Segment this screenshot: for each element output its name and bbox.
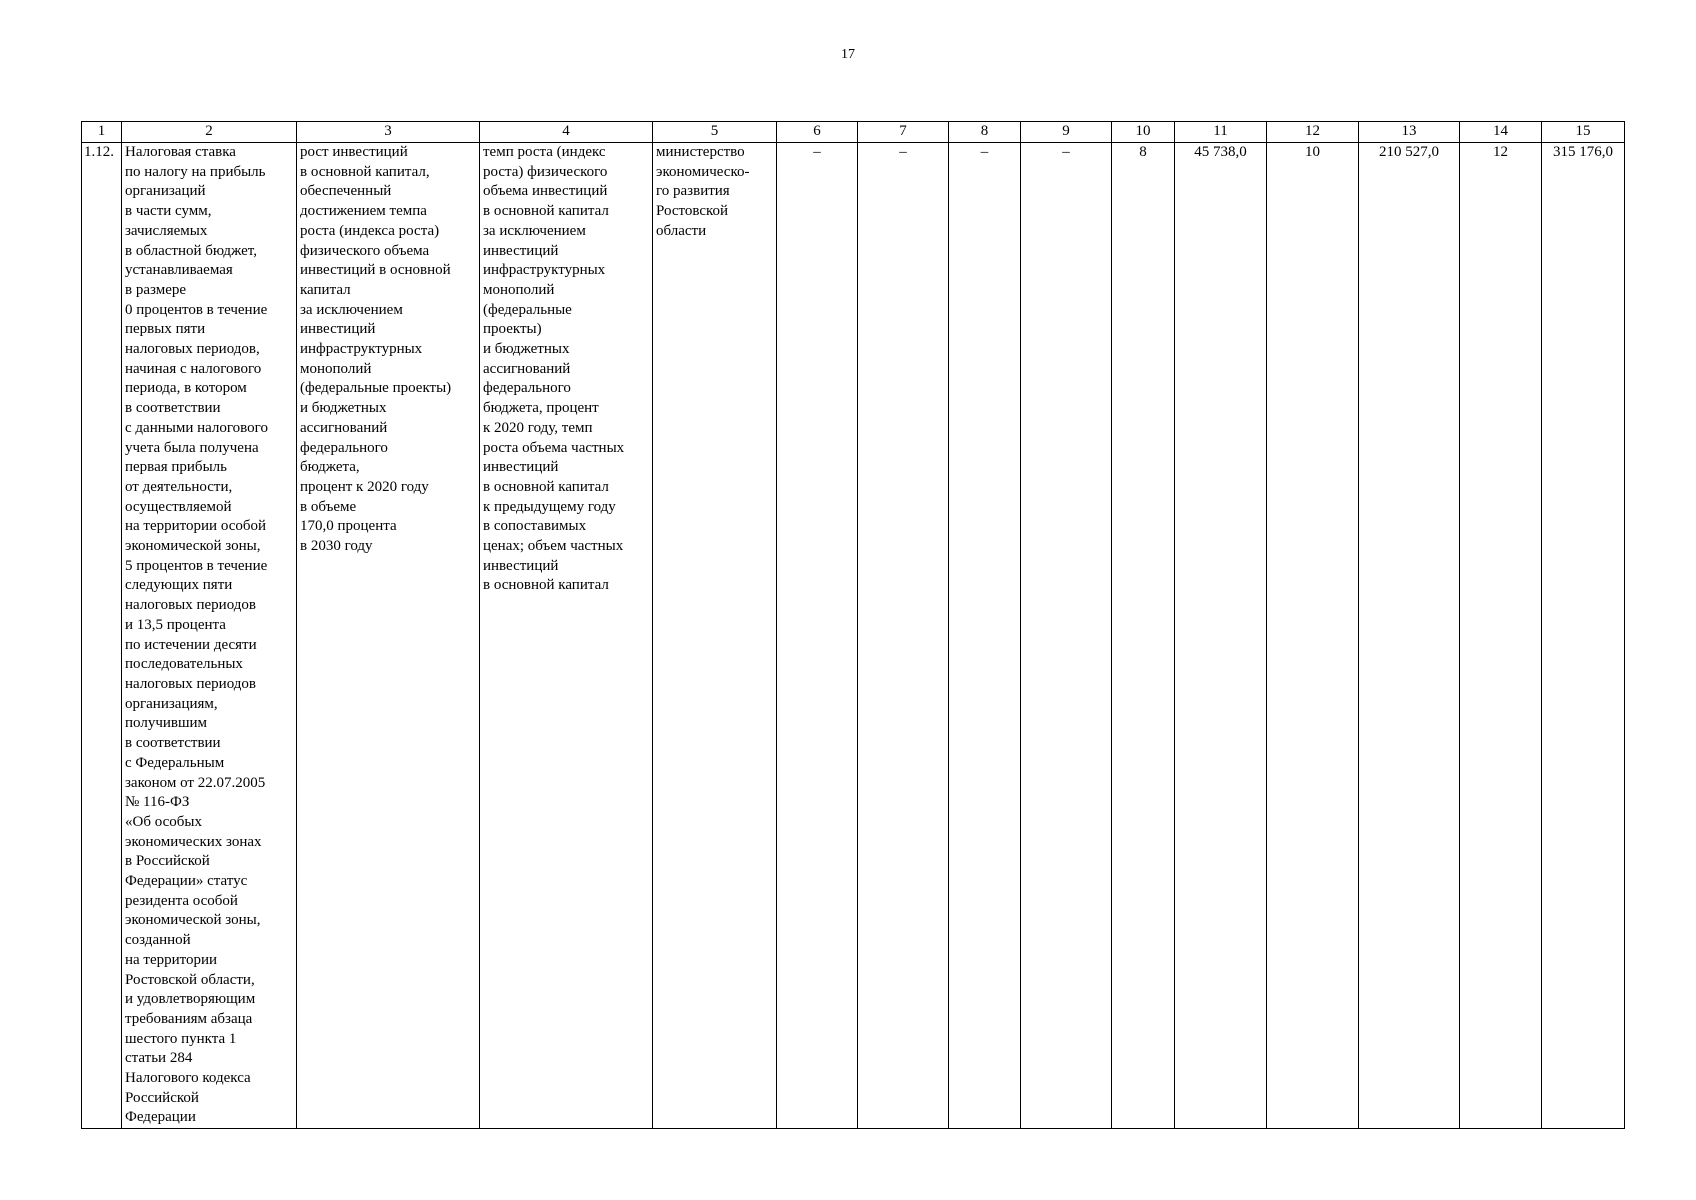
text-line: законом от 22.07.2005 bbox=[125, 774, 266, 791]
header-cell-5: 5 bbox=[653, 122, 777, 143]
indicator-cell bbox=[480, 143, 653, 1129]
text-line: устанавливаемая bbox=[125, 262, 233, 279]
text-line: первых пяти bbox=[125, 321, 206, 338]
text-line: роста объема частных bbox=[483, 439, 625, 456]
header-cell-10: 10 bbox=[1112, 122, 1175, 143]
text-line: инвестиций в основной bbox=[300, 262, 451, 279]
text-line: в основной капитал bbox=[483, 478, 609, 495]
text-line: в 2030 году bbox=[300, 538, 373, 555]
text-line: периода, в котором bbox=[125, 380, 247, 397]
header-cell-1: 1 bbox=[82, 122, 122, 143]
curator-cell bbox=[653, 143, 777, 1129]
text-line: инвестиций bbox=[483, 459, 559, 476]
text-line: и бюджетных bbox=[300, 400, 387, 417]
indicators-table bbox=[81, 121, 1625, 1129]
header-cell-2: 2 bbox=[122, 122, 297, 143]
value-cell-6: – bbox=[777, 143, 858, 1129]
text-line: «Об особых bbox=[125, 813, 202, 830]
text-line: инвестиций bbox=[483, 557, 559, 574]
text-line: на территории особой bbox=[125, 518, 267, 535]
header-cell-6: 6 bbox=[777, 122, 858, 143]
text-line: инвестиций bbox=[300, 321, 376, 338]
text-line: инфраструктурных bbox=[483, 262, 606, 279]
text-line: инфраструктурных bbox=[300, 341, 423, 358]
text-line: резидента особой bbox=[125, 892, 238, 909]
text-line: за исключением bbox=[483, 222, 586, 239]
text-line: на территории bbox=[125, 951, 218, 968]
text-line: осуществляемой bbox=[125, 498, 232, 515]
text-line: монополий bbox=[300, 360, 372, 377]
text-line: налоговых периодов, bbox=[125, 341, 260, 358]
table-row bbox=[82, 143, 1625, 1129]
header-cell-3: 3 bbox=[297, 122, 480, 143]
text-line: следующих пяти bbox=[125, 577, 233, 594]
text-line: федерального bbox=[483, 380, 571, 397]
text-line: в областной бюджет, bbox=[125, 242, 257, 259]
text-line: 5 процентов в течение bbox=[125, 557, 268, 574]
text-line: роста) физического bbox=[483, 163, 608, 180]
header-cell-4: 4 bbox=[480, 122, 653, 143]
text-line: капитал bbox=[300, 281, 351, 298]
value-cell-15: 315 176,0 bbox=[1542, 143, 1625, 1129]
text-line: экономической зоны, bbox=[125, 912, 261, 929]
page-number: 17 bbox=[841, 47, 855, 62]
text-line: достижением темпа bbox=[300, 203, 427, 220]
text-line: начиная с налогового bbox=[125, 360, 262, 377]
header-cell-8: 8 bbox=[949, 122, 1021, 143]
text-line: организаций bbox=[125, 183, 206, 200]
header-cell-13: 13 bbox=[1359, 122, 1460, 143]
text-line: экономических зонах bbox=[125, 833, 262, 850]
text-line: в основной капитал, bbox=[300, 163, 430, 180]
text-line: роста (индекса роста) bbox=[300, 222, 440, 239]
text-line: объема инвестиций bbox=[483, 183, 608, 200]
text-line: от деятельности, bbox=[125, 478, 233, 495]
text-line: налоговых периодов bbox=[125, 675, 256, 692]
value-cell-12: 10 bbox=[1267, 143, 1359, 1129]
text-line: в соответствии bbox=[125, 735, 221, 752]
text-line: статьи 284 bbox=[125, 1050, 193, 1067]
text-line: последовательных bbox=[125, 656, 243, 673]
text-line: первая прибыль bbox=[125, 459, 227, 476]
text-line: (федеральные проекты) bbox=[300, 380, 452, 397]
header-cell-12: 12 bbox=[1267, 122, 1359, 143]
text-line: (федеральные bbox=[483, 301, 572, 318]
text-line: и бюджетных bbox=[483, 341, 570, 358]
text-line: физического объема bbox=[300, 242, 430, 259]
text-line: области bbox=[656, 222, 707, 239]
text-line: го развития bbox=[656, 183, 730, 200]
text-line: ассигнований bbox=[483, 360, 571, 377]
text-line: за исключением bbox=[300, 301, 403, 318]
header-cell-14: 14 bbox=[1460, 122, 1542, 143]
header-cell-15: 15 bbox=[1542, 122, 1625, 143]
text-line: по истечении десяти bbox=[125, 636, 257, 653]
text-line: организациям, bbox=[125, 695, 218, 712]
text-line: темп роста (индекс bbox=[483, 144, 606, 160]
text-line: 0 процентов в течение bbox=[125, 301, 268, 318]
text-line: министерство bbox=[656, 144, 745, 160]
text-line: № 116-ФЗ bbox=[125, 794, 190, 811]
text-line: в сопоставимых bbox=[483, 518, 587, 535]
text-line: обеспеченный bbox=[300, 183, 392, 200]
text-line: зачисляемых bbox=[125, 222, 208, 239]
header-cell-11: 11 bbox=[1175, 122, 1267, 143]
header-row bbox=[82, 122, 1625, 143]
text-line: процент к 2020 году bbox=[300, 478, 429, 495]
text-line: монополий bbox=[483, 281, 555, 298]
value-cell-7: – bbox=[858, 143, 949, 1129]
value-cell-8: – bbox=[949, 143, 1021, 1129]
text-line: бюджета, bbox=[300, 459, 360, 476]
text-line: в объеме bbox=[300, 498, 357, 515]
text-line: шестого пункта 1 bbox=[125, 1030, 237, 1047]
text-line: экономической зоны, bbox=[125, 538, 261, 555]
text-line: и удовлетворяющим bbox=[125, 991, 256, 1008]
text-line: Ростовской области, bbox=[125, 971, 255, 988]
text-line: получившим bbox=[125, 715, 208, 732]
text-line: требованиям абзаца bbox=[125, 1010, 253, 1027]
text-line: в Российской bbox=[125, 853, 210, 870]
value-cell-11: 45 738,0 bbox=[1175, 143, 1267, 1129]
text-line: и 13,5 процента bbox=[125, 616, 226, 633]
text-line: ассигнований bbox=[300, 419, 388, 436]
goal-cell bbox=[297, 143, 480, 1129]
text-line: ценах; объем частных bbox=[483, 538, 624, 555]
text-line: бюджета, процент bbox=[483, 400, 599, 417]
text-line: Российской bbox=[125, 1089, 199, 1106]
row-number-cell: 1.12. bbox=[82, 143, 122, 1129]
text-line: федерального bbox=[300, 439, 388, 456]
text-line: в основной капитал bbox=[483, 577, 609, 594]
text-line: Налогового кодекса bbox=[125, 1070, 251, 1087]
value-cell-10: 8 bbox=[1112, 143, 1175, 1129]
text-line: Федерации bbox=[125, 1109, 196, 1126]
text-line: по налогу на прибыль bbox=[125, 163, 266, 180]
text-line: инвестиций bbox=[483, 242, 559, 259]
text-line: в соответствии bbox=[125, 400, 221, 417]
text-line: в основной капитал bbox=[483, 203, 609, 220]
text-line: Налоговая ставка bbox=[125, 144, 236, 160]
value-cell-13: 210 527,0 bbox=[1359, 143, 1460, 1129]
text-line: экономическо- bbox=[656, 163, 750, 180]
value-cell-14: 12 bbox=[1460, 143, 1542, 1129]
value-cell-9: – bbox=[1021, 143, 1112, 1129]
text-line: учета была получена bbox=[125, 439, 259, 456]
text-line: с Федеральным bbox=[125, 754, 225, 771]
text-line: рост инвестиций bbox=[300, 144, 408, 160]
header-cell-9: 9 bbox=[1021, 122, 1112, 143]
text-line: к предыдущему году bbox=[483, 498, 616, 515]
text-line: в части сумм, bbox=[125, 203, 212, 220]
text-line: в размере bbox=[125, 281, 187, 298]
text-line: с данными налогового bbox=[125, 419, 268, 436]
text-line: к 2020 году, темп bbox=[483, 419, 593, 436]
text-line: налоговых периодов bbox=[125, 597, 256, 614]
text-line: Ростовской bbox=[656, 203, 729, 220]
text-line: проекты) bbox=[483, 321, 542, 338]
text-line: созданной bbox=[125, 932, 191, 949]
text-line: Федерации» статус bbox=[125, 873, 248, 890]
text-line: 170,0 процента bbox=[300, 518, 397, 535]
header-cell-7: 7 bbox=[858, 122, 949, 143]
tax-rate-description-cell bbox=[122, 143, 297, 1129]
